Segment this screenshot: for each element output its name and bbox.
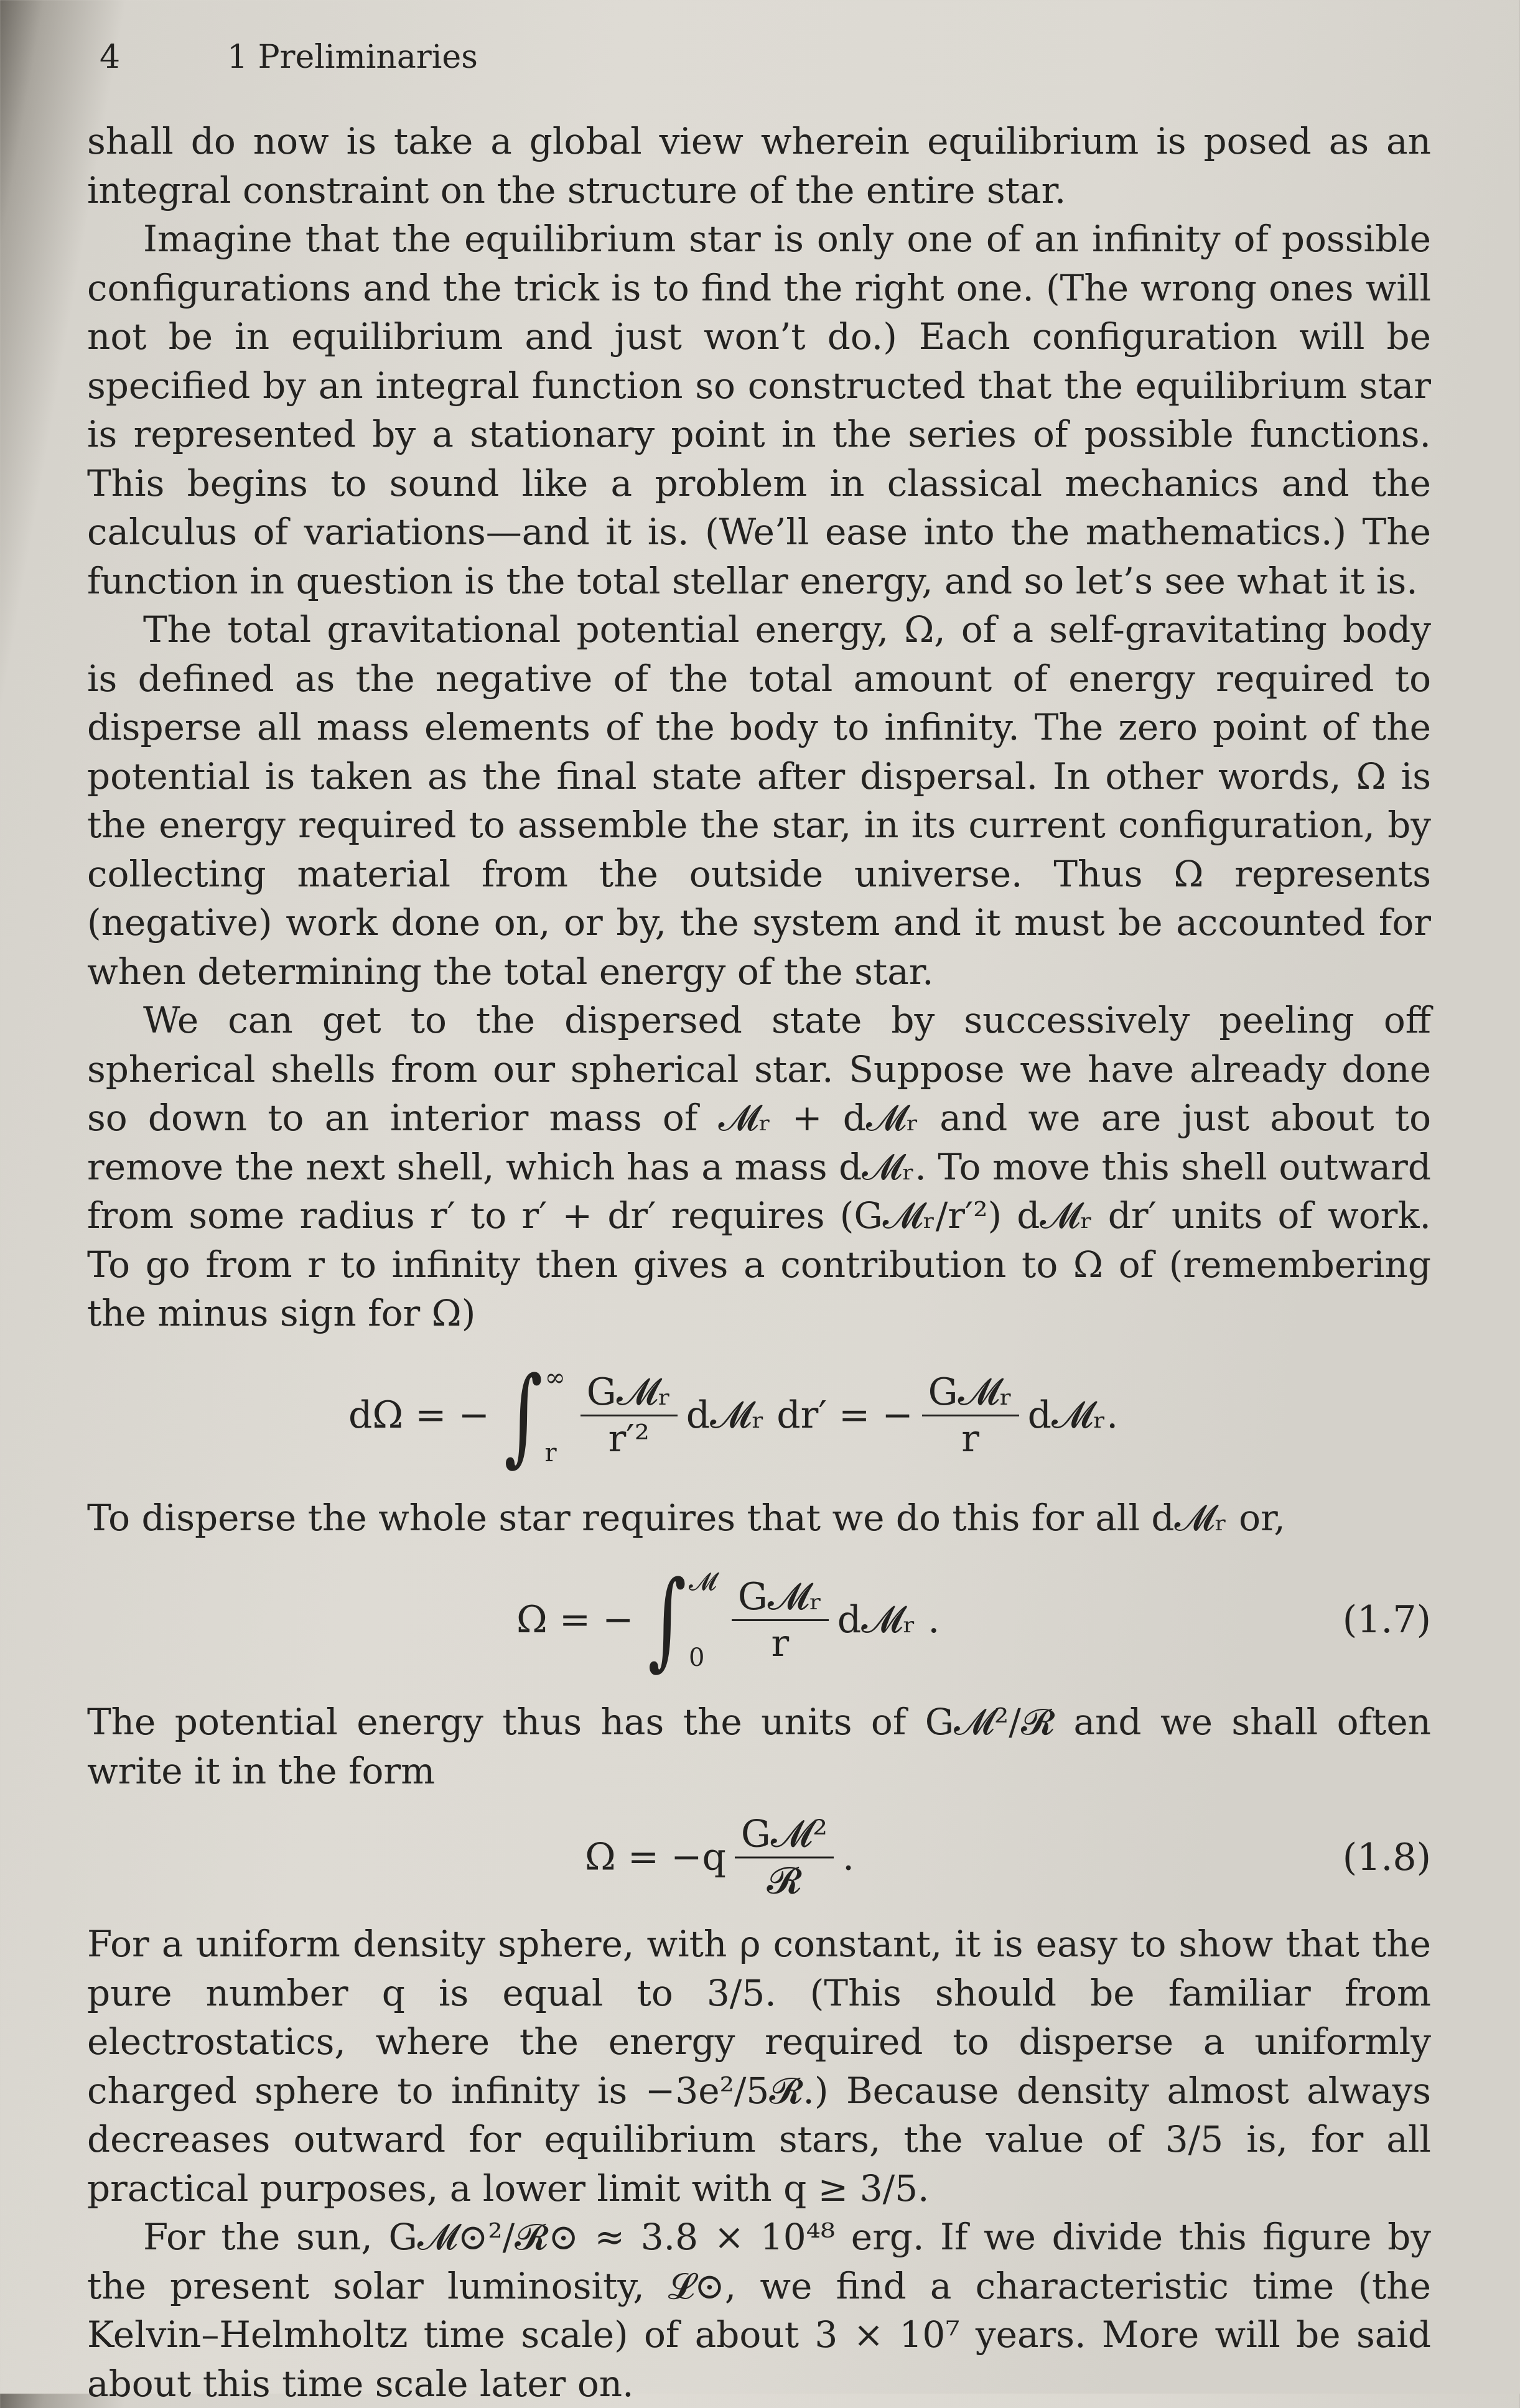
eq2-tail: d𝓜ᵣ . [837,1597,940,1642]
paragraph-5: To disperse the whole star requires that we do this for all d𝓜ᵣ or, [87,1496,1285,1539]
eq3-fraction [735,1812,834,1904]
equation-number-1-7: (1.7) [1342,1597,1431,1642]
eq2-fraction [732,1574,829,1666]
eq1-middle: d𝓜ᵣ dr′ = − [686,1393,913,1438]
integral-sign: ∫ 𝓜 0 [648,1558,717,1681]
eq1-fraction-2 [922,1370,1019,1461]
eq3-denominator: 𝓡 [767,1859,802,1903]
paragraph-7: For a uniform density sphere, with ρ constant, it is easy to show that the pure number q is equal to 3/5. (This should be familiar from electrostatics, where the energy required to disperse a uniformly charged sphere to infinity is −3e²/5𝓡.) Because density almost always decreases outward for equilibrium stars, the value of 3/5 is, for all practical purposes, a lower limit with q ≥ 3/5. [87,1923,1431,2210]
eq1-numerator-1: G𝓜ᵣ [580,1370,678,1416]
running-header [100,39,478,76]
paragraph-3: The total gravitational potential energy, Ω, of a self-gravitating body is defined as the negative of the total amount of energy required to disperse all mass elements of the body to infinity. The zero point of the potential is taken as the final state after dispersal. In other words, Ω is the energy required to assemble the star, in its current configuration, by collecting material from the outside universe. Thus Ω represents (negative) work done on, or by, the system and it must be accounted for when determining the total energy of the star. [87,608,1431,993]
eq1-lhs: dΩ = − [348,1393,490,1438]
paragraph-8: For the sun, G𝓜⊙²/𝓡⊙ ≈ 3.8 × 10⁴⁸ erg. If we divide this figure by the present solar luminosity, 𝓛⊙, we find a characteristic time (the Kelvin–Helmholtz time scale) of about 3 × 10⁷ years. More will be said about this time scale later on. [87,2216,1431,2405]
equation-1-7 [87,1542,1431,1698]
equation-1-8 [87,1795,1431,1920]
eq2-denominator: r [771,1621,790,1665]
eq1-tail: d𝓜ᵣ. [1027,1393,1119,1438]
eq3-tail: . [842,1835,855,1879]
eq1-denominator-2: r [961,1417,979,1461]
paragraph-2: Imagine that the equilibrium star is only one of an infinity of possible configurations and the trick is to find the right one. (The wrong ones will not be in equilibrium and just won’t do.) Each configuration will be specified by an integral function so constructed that the equilibrium star is represented by a stationary point in the series of possible functions. This begins to sound like a problem in classical mechanics and the calculus of variations—and it is. (We’ll ease into the mathematics.) The function in question is the total stellar energy, and so let’s see what it is. [87,218,1431,602]
paragraph-4: We can get to the dispersed state by successively peeling off spherical shells from our spherical star. Suppose we have already done so down to an interior mass of 𝓜ᵣ + d𝓜ᵣ and we are just about to remove the next shell, which has a mass d𝓜ᵣ. To move this shell outward from some radius r′ to r′ + dr′ requires (G𝓜ᵣ/r′²) d𝓜ᵣ dr′ units of work. To go from r to infinity then gives a contribution to Ω of (remembering the minus sign for Ω) [87,999,1431,1334]
body-text [87,117,1431,2408]
eq3-lhs: Ω = −q [585,1835,726,1879]
eq2-numerator: G𝓜ᵣ [732,1574,829,1621]
eq1-fraction-1 [580,1370,678,1461]
eq2-lhs: Ω = − [516,1597,634,1642]
paragraph-6: The potential energy thus has the units of G𝓜²/𝓡 and we shall often write it in the form [87,1701,1431,1792]
eq2-upper-limit: 𝓜 [689,1568,717,1596]
equation-number-1-8: (1.8) [1342,1835,1431,1879]
chapter-title: 1 Preliminaries [227,39,478,76]
eq1-upper-limit: ∞ [544,1363,566,1392]
eq2-lower-limit: 0 [689,1643,705,1672]
integral-sign: ∫ ∞ r [504,1354,566,1477]
page-number: 4 [100,39,121,76]
eq1-numerator-2: G𝓜ᵣ [922,1370,1019,1416]
eq1-denominator-1: r′² [608,1417,650,1461]
eq1-lower-limit: r [544,1439,557,1467]
eq3-numerator: G𝓜² [735,1812,834,1859]
equation-d-omega [87,1338,1431,1494]
paragraph-1: shall do now is take a global view wherein equilibrium is posed as an integral constraint on the structure of the entire star. [87,120,1431,212]
